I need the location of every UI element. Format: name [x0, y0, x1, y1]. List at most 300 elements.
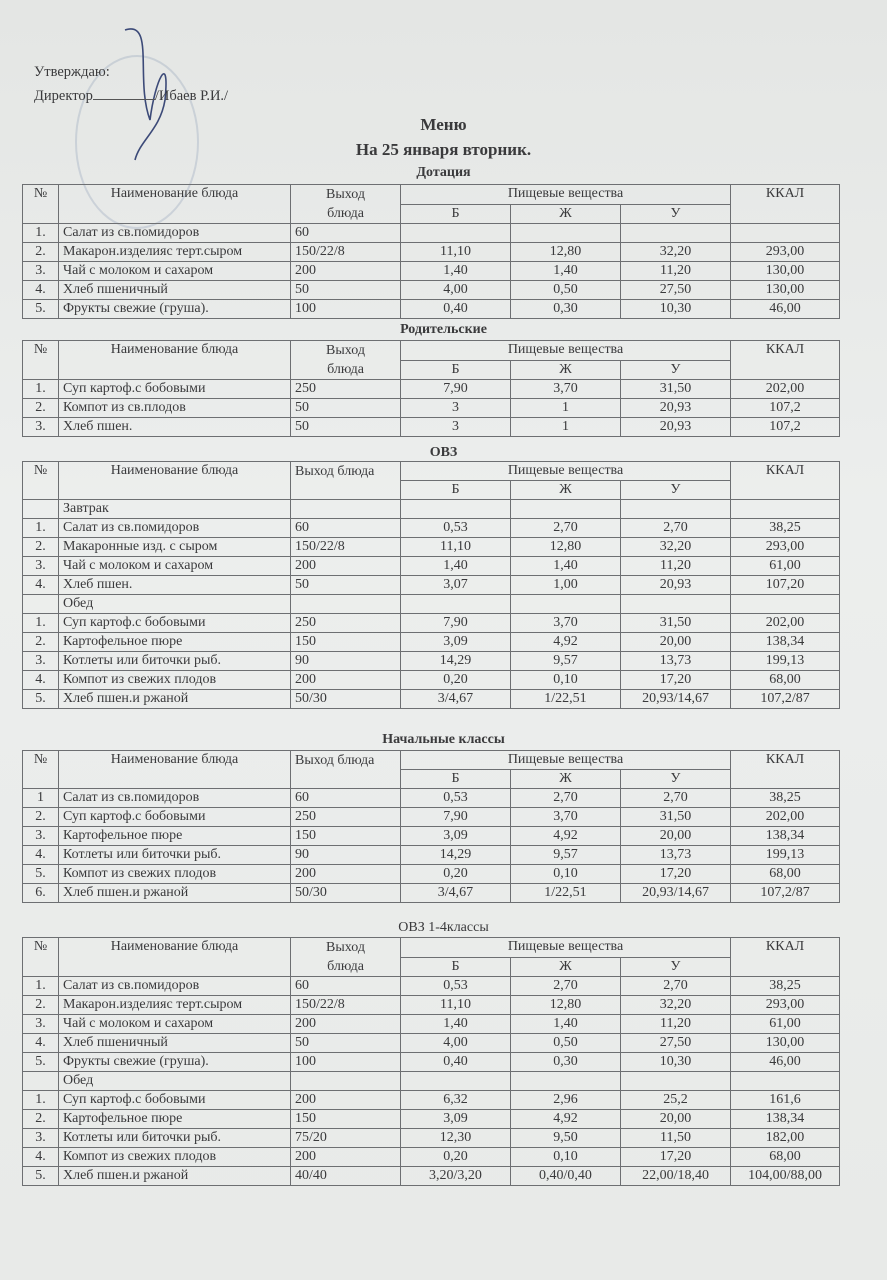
cell-num: 3.	[23, 1015, 59, 1034]
meal-group-row	[23, 595, 840, 614]
header-name: Наименование блюда	[59, 462, 291, 500]
header-protein: Б	[401, 481, 511, 500]
cell-u: 2,70	[621, 977, 731, 996]
header-fat: Ж	[511, 204, 621, 224]
cell-out: 200	[291, 557, 401, 576]
cell-name: Суп картоф.с бобовыми	[59, 614, 291, 633]
header-output: Выход блюда	[291, 751, 401, 789]
cell-zh: 1,00	[511, 576, 621, 595]
cell-u: 2,70	[621, 519, 731, 538]
cell-b: 3	[401, 418, 511, 437]
header-nutrients: Пищевые вещества	[401, 462, 731, 481]
cell-b: 7,90	[401, 808, 511, 827]
header-protein: Б	[401, 957, 511, 977]
cell-num	[23, 500, 59, 519]
cell-num: 1.	[23, 977, 59, 996]
cell-name: Макарон.изделияс терт.сыром	[59, 996, 291, 1015]
director-line	[34, 88, 228, 105]
cell-out: 50	[291, 576, 401, 595]
cell-u: 13,73	[621, 846, 731, 865]
cell-out: 100	[291, 1053, 401, 1072]
cell-b: 0,53	[401, 789, 511, 808]
cell-u: 2,70	[621, 789, 731, 808]
cell-num: 4.	[23, 576, 59, 595]
cell-name: Макаронные изд. с сыром	[59, 538, 291, 557]
cell-u: 10,30	[621, 300, 731, 319]
menu-table	[22, 937, 840, 1186]
cell-out: 50	[291, 399, 401, 418]
cell-u: 32,20	[621, 996, 731, 1015]
cell-zh: 1	[511, 399, 621, 418]
header-nutrients: Пищевые вещества	[401, 341, 731, 361]
cell-u: 31,50	[621, 614, 731, 633]
header-protein: Б	[401, 770, 511, 789]
cell-u	[621, 224, 731, 243]
cell-kcal: 138,34	[731, 827, 840, 846]
cell-out: 150	[291, 633, 401, 652]
cell-u: 31,50	[621, 380, 731, 399]
cell-num: 4.	[23, 281, 59, 300]
cell-zh: 0,30	[511, 1053, 621, 1072]
cell-b: 3,09	[401, 1110, 511, 1129]
header-num: №	[23, 751, 59, 789]
header-carbs: У	[621, 360, 731, 380]
approval-line: Утверждаю:	[34, 64, 110, 80]
header-nutrients: Пищевые вещества	[401, 938, 731, 958]
cell-out: 150	[291, 827, 401, 846]
header-kcal: ККАЛ	[731, 185, 840, 224]
cell-b: 7,90	[401, 380, 511, 399]
cell-out: 50/30	[291, 884, 401, 903]
cell-name: Картофельное пюре	[59, 633, 291, 652]
cell-kcal: 202,00	[731, 380, 840, 399]
header-output: Выход блюда	[291, 462, 401, 500]
cell-b: 3,20/3,20	[401, 1167, 511, 1186]
cell-name: Суп картоф.с бобовыми	[59, 808, 291, 827]
section-title: Дотация	[416, 165, 471, 180]
cell-b: 0,20	[401, 1148, 511, 1167]
table-row	[23, 671, 840, 690]
cell-kcal: 61,00	[731, 557, 840, 576]
header-kcal: ККАЛ	[731, 751, 840, 789]
cell-zh: 2,70	[511, 789, 621, 808]
cell-zh: 12,80	[511, 243, 621, 262]
table-row	[23, 996, 840, 1015]
cell-name: Салат из св.помидоров	[59, 789, 291, 808]
cell-b: 1,40	[401, 1015, 511, 1034]
cell-num: 5.	[23, 1053, 59, 1072]
table-row	[23, 846, 840, 865]
cell-b: 11,10	[401, 538, 511, 557]
cell-kcal	[731, 500, 840, 519]
table-row	[23, 614, 840, 633]
header-num: №	[23, 938, 59, 977]
header-output: Выход блюда	[291, 938, 401, 977]
header-num: №	[23, 341, 59, 380]
table-row	[23, 300, 840, 319]
table-row	[23, 1091, 840, 1110]
cell-u	[621, 500, 731, 519]
cell-zh: 1/22,51	[511, 884, 621, 903]
cell-zh: 0,50	[511, 1034, 621, 1053]
table-row	[23, 262, 840, 281]
cell-num: 1.	[23, 224, 59, 243]
cell-name: Суп картоф.с бобовыми	[59, 1091, 291, 1110]
cell-zh: 4,92	[511, 827, 621, 846]
cell-kcal: 293,00	[731, 538, 840, 557]
cell-kcal: 61,00	[731, 1015, 840, 1034]
cell-name: Макарон.изделияс терт.сыром	[59, 243, 291, 262]
cell-name: Фрукты свежие (груша).	[59, 300, 291, 319]
table-row	[23, 789, 840, 808]
page-subtitle: На 25 января вторник.	[355, 140, 532, 159]
cell-kcal: 107,2/87	[731, 690, 840, 709]
cell-kcal: 182,00	[731, 1129, 840, 1148]
cell-name: Компот из свежих плодов	[59, 865, 291, 884]
cell-zh: 9,57	[511, 846, 621, 865]
cell-zh	[511, 1072, 621, 1091]
cell-zh	[511, 500, 621, 519]
table-row	[23, 1110, 840, 1129]
table-header-row	[23, 462, 840, 481]
header-name: Наименование блюда	[59, 751, 291, 789]
cell-num	[23, 1072, 59, 1091]
cell-b: 3/4,67	[401, 884, 511, 903]
cell-u: 17,20	[621, 865, 731, 884]
table-row	[23, 865, 840, 884]
cell-out: 200	[291, 1148, 401, 1167]
cell-out: 200	[291, 865, 401, 884]
table-row	[23, 1148, 840, 1167]
cell-kcal: 293,00	[731, 996, 840, 1015]
cell-name: Салат из св.помидоров	[59, 977, 291, 996]
table-header-row	[23, 341, 840, 361]
cell-kcal: 68,00	[731, 865, 840, 884]
cell-b: 11,10	[401, 243, 511, 262]
cell-zh: 0,50	[511, 281, 621, 300]
table-row	[23, 1015, 840, 1034]
cell-out: 200	[291, 1015, 401, 1034]
cell-kcal: 199,13	[731, 846, 840, 865]
cell-kcal: 38,25	[731, 789, 840, 808]
cell-num: 5.	[23, 300, 59, 319]
cell-kcal: 199,13	[731, 652, 840, 671]
meal-group-row	[23, 1072, 840, 1091]
section-title: ОВЗ	[429, 445, 458, 460]
cell-num: 2.	[23, 996, 59, 1015]
cell-name: Котлеты или биточки рыб.	[59, 652, 291, 671]
cell-kcal: 104,00/88,00	[731, 1167, 840, 1186]
cell-kcal: 46,00	[731, 300, 840, 319]
cell-name: Салат из св.помидоров	[59, 519, 291, 538]
page-title: Меню	[420, 115, 467, 134]
cell-u: 20,00	[621, 633, 731, 652]
cell-name: Фрукты свежие (груша).	[59, 1053, 291, 1072]
cell-u: 20,93	[621, 418, 731, 437]
cell-b: 3	[401, 399, 511, 418]
table-row	[23, 224, 840, 243]
cell-num: 2.	[23, 538, 59, 557]
cell-b: 0,53	[401, 977, 511, 996]
cell-u: 17,20	[621, 1148, 731, 1167]
header-fat: Ж	[511, 770, 621, 789]
cell-out: 90	[291, 652, 401, 671]
section-title: ОВЗ 1-4классы	[398, 920, 489, 935]
cell-out: 150/22/8	[291, 996, 401, 1015]
cell-out: 200	[291, 671, 401, 690]
cell-kcal: 138,34	[731, 1110, 840, 1129]
cell-name: Котлеты или биточки рыб.	[59, 846, 291, 865]
cell-b	[401, 1072, 511, 1091]
table-row	[23, 1053, 840, 1072]
cell-name: Суп картоф.с бобовыми	[59, 380, 291, 399]
cell-kcal: 107,2	[731, 418, 840, 437]
cell-name: Чай с молоком и сахаром	[59, 262, 291, 281]
cell-zh: 1	[511, 418, 621, 437]
menu-table	[22, 340, 840, 437]
cell-zh: 0,10	[511, 1148, 621, 1167]
cell-num: 3.	[23, 652, 59, 671]
cell-kcal: 293,00	[731, 243, 840, 262]
cell-b	[401, 595, 511, 614]
cell-num: 5.	[23, 865, 59, 884]
header-carbs: У	[621, 204, 731, 224]
cell-name: Хлеб пшен.и ржаной	[59, 1167, 291, 1186]
cell-out: 50	[291, 281, 401, 300]
cell-b	[401, 500, 511, 519]
cell-num: 1.	[23, 1091, 59, 1110]
header-output: Выход блюда	[291, 341, 401, 380]
cell-zh	[511, 595, 621, 614]
cell-name: Хлеб пшен.	[59, 576, 291, 595]
table-row	[23, 557, 840, 576]
table-row	[23, 1167, 840, 1186]
cell-u: 10,30	[621, 1053, 731, 1072]
cell-out: 200	[291, 262, 401, 281]
cell-kcal	[731, 224, 840, 243]
cell-b: 3,07	[401, 576, 511, 595]
cell-num	[23, 595, 59, 614]
cell-kcal: 68,00	[731, 1148, 840, 1167]
cell-zh: 2,70	[511, 519, 621, 538]
header-kcal: ККАЛ	[731, 462, 840, 500]
meal-group-row	[23, 500, 840, 519]
table-header-row	[23, 751, 840, 770]
cell-kcal: 68,00	[731, 671, 840, 690]
cell-kcal: 107,20	[731, 576, 840, 595]
cell-b: 0,40	[401, 1053, 511, 1072]
cell-zh: 9,50	[511, 1129, 621, 1148]
cell-u: 27,50	[621, 1034, 731, 1053]
cell-zh	[511, 224, 621, 243]
cell-u: 17,20	[621, 671, 731, 690]
cell-b: 3/4,67	[401, 690, 511, 709]
cell-out: 60	[291, 977, 401, 996]
cell-name: Хлеб пшен.и ржаной	[59, 884, 291, 903]
cell-u	[621, 595, 731, 614]
cell-num: 3.	[23, 418, 59, 437]
cell-out	[291, 595, 401, 614]
cell-name: Хлеб пшен.	[59, 418, 291, 437]
cell-b: 3,09	[401, 633, 511, 652]
cell-out: 60	[291, 519, 401, 538]
table-row	[23, 576, 840, 595]
cell-out: 200	[291, 1091, 401, 1110]
cell-b: 0,53	[401, 519, 511, 538]
header-fat: Ж	[511, 481, 621, 500]
cell-name: Хлеб пшеничный	[59, 281, 291, 300]
cell-num: 1	[23, 789, 59, 808]
cell-b: 12,30	[401, 1129, 511, 1148]
cell-num: 2.	[23, 808, 59, 827]
cell-num: 1.	[23, 519, 59, 538]
menu-table	[22, 750, 840, 903]
cell-u: 11,50	[621, 1129, 731, 1148]
cell-kcal	[731, 1072, 840, 1091]
cell-zh: 2,96	[511, 1091, 621, 1110]
cell-out: 150/22/8	[291, 538, 401, 557]
cell-kcal: 130,00	[731, 1034, 840, 1053]
director-label: Директор	[34, 88, 93, 104]
cell-name: Хлеб пшен.и ржаной	[59, 690, 291, 709]
cell-name: Котлеты или биточки рыб.	[59, 1129, 291, 1148]
cell-out: 250	[291, 808, 401, 827]
table-row	[23, 1034, 840, 1053]
cell-out: 60	[291, 789, 401, 808]
cell-zh: 0,10	[511, 865, 621, 884]
cell-kcal: 202,00	[731, 808, 840, 827]
cell-zh: 12,80	[511, 538, 621, 557]
cell-name: Картофельное пюре	[59, 827, 291, 846]
cell-u: 13,73	[621, 652, 731, 671]
cell-kcal: 202,00	[731, 614, 840, 633]
cell-b: 0,20	[401, 865, 511, 884]
cell-num: 1.	[23, 614, 59, 633]
cell-u: 20,93	[621, 576, 731, 595]
cell-zh: 4,92	[511, 633, 621, 652]
cell-zh: 1,40	[511, 557, 621, 576]
cell-kcal: 161,6	[731, 1091, 840, 1110]
cell-zh: 0,10	[511, 671, 621, 690]
cell-u	[621, 1072, 731, 1091]
cell-name: Обед	[59, 595, 291, 614]
cell-u: 20,93/14,67	[621, 884, 731, 903]
cell-num: 2.	[23, 633, 59, 652]
cell-b: 3,09	[401, 827, 511, 846]
cell-b: 0,40	[401, 300, 511, 319]
cell-kcal: 130,00	[731, 281, 840, 300]
cell-num: 4.	[23, 846, 59, 865]
cell-num: 4.	[23, 1034, 59, 1053]
table-row	[23, 652, 840, 671]
cell-name: Компот из свежих плодов	[59, 671, 291, 690]
cell-zh: 1,40	[511, 1015, 621, 1034]
cell-num: 2.	[23, 243, 59, 262]
cell-u: 32,20	[621, 243, 731, 262]
cell-kcal: 46,00	[731, 1053, 840, 1072]
cell-kcal: 107,2	[731, 399, 840, 418]
cell-b: 14,29	[401, 846, 511, 865]
cell-u: 11,20	[621, 1015, 731, 1034]
table-row	[23, 884, 840, 903]
cell-zh: 3,70	[511, 380, 621, 399]
cell-out: 50	[291, 418, 401, 437]
cell-out: 50	[291, 1034, 401, 1053]
header-carbs: У	[621, 957, 731, 977]
director-name: /Ибаев Р.И./	[154, 88, 229, 104]
header-fat: Ж	[511, 360, 621, 380]
table-row	[23, 1129, 840, 1148]
cell-zh: 0,40/0,40	[511, 1167, 621, 1186]
table-row	[23, 690, 840, 709]
cell-name: Картофельное пюре	[59, 1110, 291, 1129]
cell-b: 4,00	[401, 281, 511, 300]
cell-kcal: 38,25	[731, 977, 840, 996]
cell-b	[401, 224, 511, 243]
header-protein: Б	[401, 204, 511, 224]
cell-out: 75/20	[291, 1129, 401, 1148]
cell-u: 11,20	[621, 262, 731, 281]
cell-zh: 0,30	[511, 300, 621, 319]
cell-num: 3.	[23, 557, 59, 576]
table-header-row	[23, 938, 840, 958]
header-name: Наименование блюда	[59, 341, 291, 380]
cell-num: 4.	[23, 671, 59, 690]
cell-num: 3.	[23, 1129, 59, 1148]
header-fat: Ж	[511, 957, 621, 977]
cell-num: 6.	[23, 884, 59, 903]
cell-name: Чай с молоком и сахаром	[59, 1015, 291, 1034]
cell-num: 4.	[23, 1148, 59, 1167]
table-row	[23, 633, 840, 652]
cell-b: 7,90	[401, 614, 511, 633]
table-row	[23, 243, 840, 262]
cell-u: 27,50	[621, 281, 731, 300]
cell-u: 22,00/18,40	[621, 1167, 731, 1186]
cell-u: 25,2	[621, 1091, 731, 1110]
cell-kcal: 38,25	[731, 519, 840, 538]
cell-u: 20,00	[621, 1110, 731, 1129]
cell-b: 0,20	[401, 671, 511, 690]
cell-out: 50/30	[291, 690, 401, 709]
cell-name: Компот из св.плодов	[59, 399, 291, 418]
cell-name: Салат из св.помидоров	[59, 224, 291, 243]
cell-b: 1,40	[401, 557, 511, 576]
header-num: №	[23, 185, 59, 224]
table-row	[23, 827, 840, 846]
cell-u: 20,00	[621, 827, 731, 846]
cell-name: Хлеб пшеничный	[59, 1034, 291, 1053]
cell-out	[291, 1072, 401, 1091]
table-row	[23, 418, 840, 437]
cell-num: 2.	[23, 1110, 59, 1129]
cell-num: 3.	[23, 827, 59, 846]
header-kcal: ККАЛ	[731, 341, 840, 380]
cell-b: 6,32	[401, 1091, 511, 1110]
cell-out: 40/40	[291, 1167, 401, 1186]
cell-out: 100	[291, 300, 401, 319]
cell-zh: 1/22,51	[511, 690, 621, 709]
header-name: Наименование блюда	[59, 938, 291, 977]
cell-num: 5.	[23, 690, 59, 709]
cell-out: 250	[291, 614, 401, 633]
cell-num: 1.	[23, 380, 59, 399]
cell-u: 11,20	[621, 557, 731, 576]
table-row	[23, 808, 840, 827]
section-title: Начальные классы	[382, 732, 505, 747]
cell-zh: 2,70	[511, 977, 621, 996]
cell-name: Чай с молоком и сахаром	[59, 557, 291, 576]
